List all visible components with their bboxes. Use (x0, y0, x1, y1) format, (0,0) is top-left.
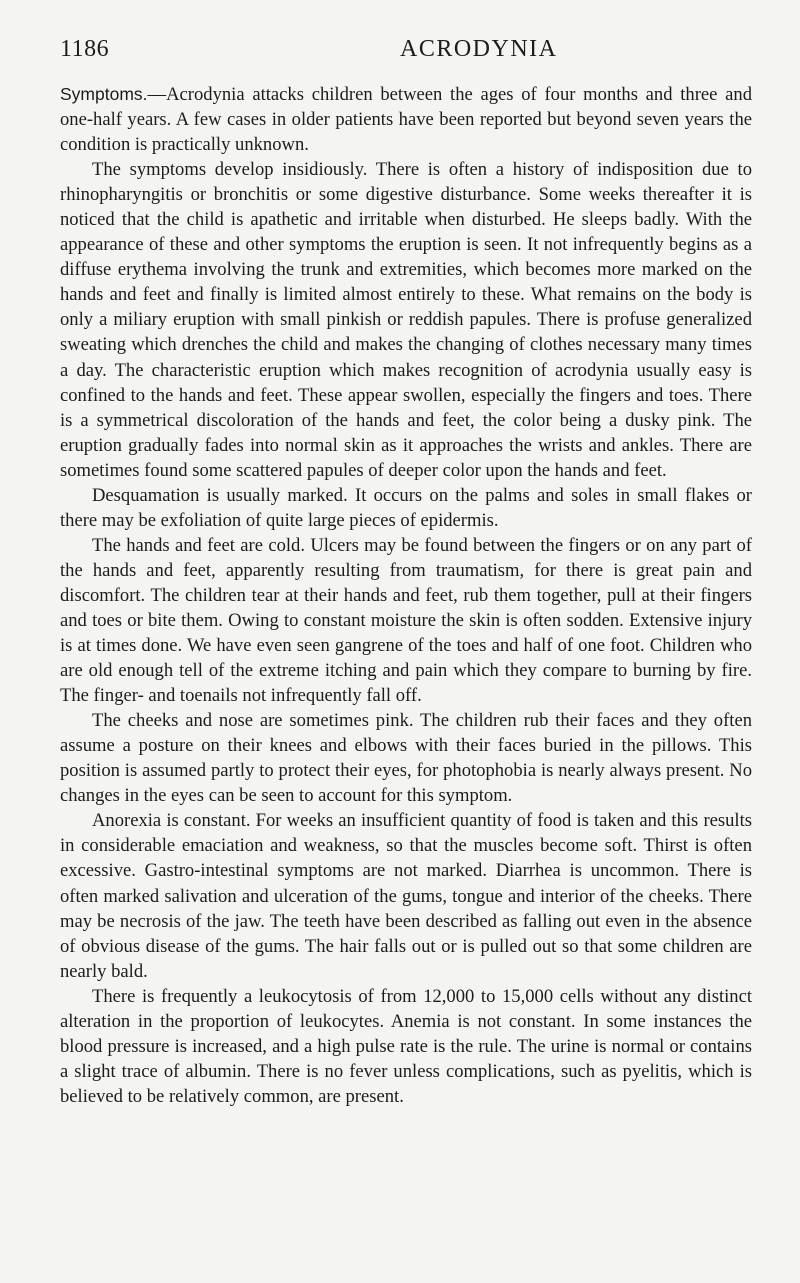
paragraph-face-eyes: The cheeks and nose are sometimes pink. The children rub their faces and they often assume a posture on their knees and elbows with their faces buried in the pillows. This position is assumed partly to protect their eyes, for photophobia is nearly always present. No changes in the eyes can be seen to account for this symptom. (60, 710, 752, 807)
paragraph-symptoms-intro (60, 82, 752, 157)
paragraph-anorexia: Anorexia is constant. For weeks an insufficient quantity of food is taken and this results in considerable emaciation and weakness, so that the muscles become soft. Thirst is often excessive. Gastro-intestinal symptoms are not marked. Diarrhea is uncommon. There is often marked salivation and ulceration of the gums, tongue and interior of the cheeks. There may be necrosis of the jaw. The teeth have been described as falling out even in the absence of obvious disease of the gums. The hair falls out or is pulled out so that some children are nearly bald. (60, 810, 752, 982)
paragraph-desquamation: Desquamation is usually marked. It occurs on the palms and soles in small flakes or there may be exfoliation of quite large pieces of epidermis. (60, 484, 752, 531)
running-title: ACRODYNIA (400, 36, 558, 62)
paragraph-onset: The symptoms develop insidiously. There is often a history of indisposition due to rhinopharyngitis or bronchitis or some digestive disturbance. Some weeks thereafter it is noticed that the child is apathetic and irritable when disturbed. He sleeps badly. With the appearance of these and other symptoms the eruption is seen. It not infrequently begins as a diffuse erythema involving the trunk and extremities, which becomes more marked on the hands and feet and finally is limited almost entirely to these. What remains on the body is only a miliary eruption with small pinkish or reddish papules. There is profuse generalized sweating which drenches the child and makes the changing of clothes necessary many times a day. The characteristic eruption which makes recognition of acrodynia usually easy is confined to the hands and feet. These appear swollen, especially the fingers and toes. There is a symmetrical discoloration of the hands and feet, the color being a dusky pink. The eruption gradually fades into normal skin as it approaches the wrists and ankles. There are sometimes found some scattered papules of deeper color upon the hands and feet. (60, 159, 752, 481)
paragraph-blood-urine: There is frequently a leukocytosis of from 12,000 to 15,000 cells without any distinct alteration in the proportion of leukocytes. Anemia is not constant. In some instances the blood pressure is increased, and a high pulse rate is the rule. The urine is normal or contains a slight trace of albumin. There is no fever unless complications, such as pyelitis, which is believed to be relatively common, are present. (60, 985, 752, 1107)
paragraph-extremities: The hands and feet are cold. Ulcers may be found between the fingers or on any part of the hands and feet, apparently resulting from traumatism, for there is great pain and discomfort. The children tear at their hands and feet, rub them together, pull at their fingers and toes or bite them. Owing to constant moisture the skin is often sodden. Extensive injury is at times done. We have even seen gangrene of the toes and half of one foot. Children who are old enough tell of the extreme itching and pain which they compare to burning by fire. The finger- and toenails not infrequently fall off. (60, 534, 752, 707)
page-number: 1186 (60, 36, 110, 62)
section-heading-symptoms: Symptoms. (60, 84, 148, 104)
page-header (60, 36, 750, 70)
body-text (60, 82, 752, 1109)
paragraph-text: —Acrodynia attacks children between the ages of four months and three and one-half years. A few cases in older patients have been reported but beyond seven years the condition is practically unknown. (60, 84, 752, 156)
